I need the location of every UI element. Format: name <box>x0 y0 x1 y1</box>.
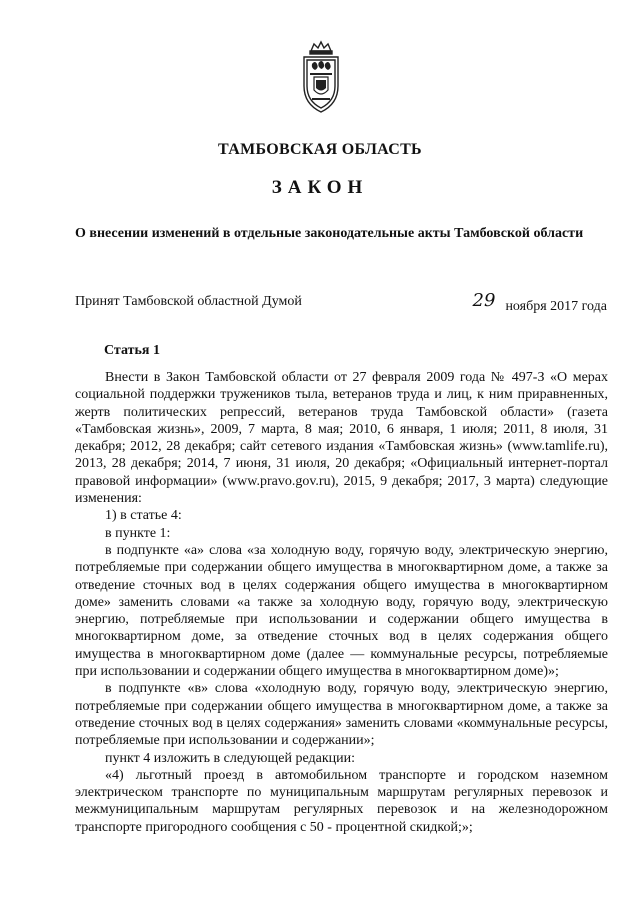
paragraph: 1) в статье 4: <box>105 508 182 524</box>
article-body <box>75 369 608 836</box>
paragraph: в подпункте «а» слова «за холодную воду, горячую воду, электрическую энергию, потребляемые при содержании общего имущества в многоквартирном доме, а также за отведение сточных вод в целях содержания общего имущества в многоквартирном доме» заменить словами «а также за холодную воду, горячую воду, электрическую энергию, потребляемые при использовании и содержании общего имущества в многоквартирном доме, за отведение сточных вод в целях содержания общего имущества в многоквартирном доме (далее — коммунальные ресурсы, потребляемые при использовании и содержании общего имущества в многоквартирном доме)»; <box>75 542 608 680</box>
paragraph: в пункте 1: <box>105 525 171 541</box>
adoption-date <box>472 290 607 315</box>
adopted-by-text: Принят Тамбовской областной Думой <box>75 294 302 309</box>
law-heading: ЗАКОН <box>271 177 369 198</box>
region-heading: ТАМБОВСКАЯ ОБЛАСТЬ <box>218 141 422 158</box>
adoption-day-handwritten: 29 <box>472 290 496 311</box>
adoption-line <box>75 290 607 314</box>
paragraph: «4) льготный проезд в автомобильном транспорте и городском наземном электрическом транспорте по муниципальным маршрутам регулярных перевозок и межмуниципальным маршрутам регулярных перевозок и на железнодорожном транспорте пригородного сообщения с 50 - процентной скидкой;»; <box>75 767 608 835</box>
paragraph: в подпункте «в» слова «холодную воду, горячую воду, электрическую энергию, потребляемые при содержании общего имущества в многоквартирном доме, а также за отведение сточных вод в целях содержания» заменить словами «коммунальные ресурсы, потребляемые при использовании и содержании»; <box>75 681 608 749</box>
article-heading: Статья 1 <box>104 343 160 358</box>
paragraph: Внести в Закон Тамбовской области от 27 февраля 2009 года № 497-З «О мерах социальной поддержки тружеников тыла, ветеранов труда и лиц, к ним приравненных, жертв политических репрессий, ветеранов труда Тамбовской области» (газета «Тамбовская жизнь», 2009, 7 марта, 8 мая; 2010, 6 января, 1 июля; 2011, 8 июля, 31 декабря; 2012, 28 декабря; сайт сетевого издания «Тамбовская жизнь» (www.tamlife.ru), 2013, 28 декабря; 2014, 7 июня, 31 июля, 20 декабря; «Официальный интернет-портал правовой информации» (www.pravo.gov.ru), 2015, 9 декабря; 2017, 3 марта) следующие изменения: <box>75 370 608 507</box>
law-title: О внесении изменений в отдельные законодательные акты Тамбовской области <box>75 226 584 241</box>
coat-of-arms-emblem <box>298 40 344 118</box>
adoption-month-year: ноября 2017 года <box>505 299 607 314</box>
paragraph: пункт 4 изложить в следующей редакции: <box>105 750 355 766</box>
